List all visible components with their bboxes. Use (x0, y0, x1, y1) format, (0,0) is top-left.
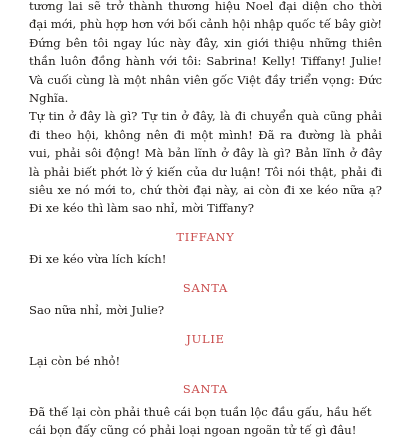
narration-paragraph: tương lai sẽ trở thành thương hiệu Noel đại diện cho thời đại mới, phù hợp hơn với bối cảnh hội nhập quốc tế bây giờ! Đứng bên tôi ngay lúc này đây, xin giới thiệu những thiên thần luôn đồng hành với tôi: Sabrina! Kelly! Tiffany! Julie! Và cuối cùng là một nhân viên gốc Việt đầy triển vọng: Đức Nghĩa. (29, 0, 382, 106)
speaker-name: TIFFANY (176, 229, 235, 244)
dialogue-line: Lại còn bé nhỏ! (29, 353, 121, 368)
dialogue-line: Sao nữa nhỉ, mời Julie? (29, 303, 165, 318)
speaker-name: SANTA (182, 280, 229, 295)
dialogue-line: Đi xe kéo vừa lích kích! (29, 252, 167, 267)
script-text (29, 0, 382, 440)
narration-paragraph: Tự tin ở đây là gì? Tự tin ở đây, là đi chuyển quà cũng phải đi theo hội, không nên đi một mình! Đã ra đường là phải vui, phải sôi động! Mà bản lĩnh ở đây là gì? Bản lĩnh ở đây là phải biết phớt lờ ý kiến của dư luận! Tôi nói thật, phải đi siêu xe nó mới to, chứ thời đại này, ai còn đi xe kéo nữa ạ? Đi xe kéo thì làm sao nhỉ, mời Tiffany? (29, 109, 382, 216)
speaker-name: JULIE (186, 331, 225, 346)
dialogue-line: Đã thế lại còn phải thuê cái bọn tuần lộc đầu gấu, hầu hết cái bọn đấy cũng có phải loại ngoan ngoãn tử tế gì đâu! (29, 404, 372, 438)
speaker-name: SANTA (182, 382, 229, 397)
